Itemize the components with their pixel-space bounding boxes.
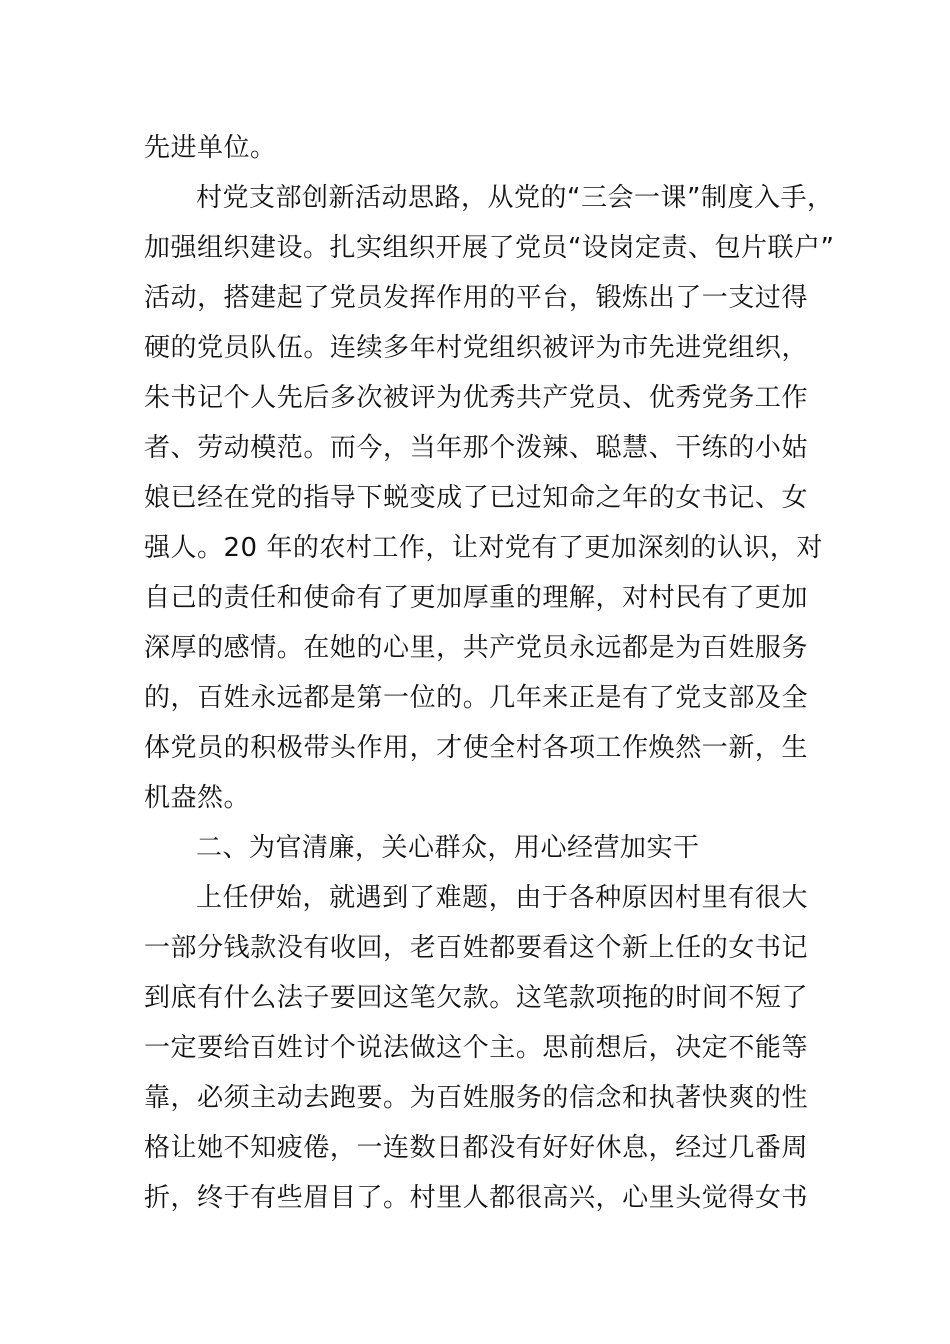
section-heading: 二、为官清廉，关心群众，用心经营加实干	[196, 833, 700, 863]
text-line: 者、劳动模范。而今，当年那个泼辣、聪慧、干练的小姑	[144, 433, 808, 463]
text-line: 深厚的感情。在她的心里，共产党员永远都是为百姓服务	[144, 633, 808, 663]
text-line: 靠，必须主动去跑要。为百姓服务的信念和执著快爽的性	[144, 1083, 808, 1113]
text-line: 硬的党员队伍。连续多年村党组织被评为市先进党组织，	[144, 333, 808, 363]
text-line: 朱书记个人先后多次被评为优秀共产党员、优秀党务工作	[144, 383, 808, 413]
text-line: 加强组织建设。扎实组织开展了党员“设岗定责、包片联户”	[144, 233, 835, 263]
text-line: 先进单位。	[144, 133, 277, 163]
text-line: 体党员的积极带头作用，才使全村各项工作焕然一新，生	[144, 733, 808, 763]
text-line: 一定要给百姓讨个说法做这个主。思前想后，决定不能等	[144, 1033, 808, 1063]
text-line: 自己的责任和使命有了更加厚重的理解，对村民有了更加	[144, 583, 808, 613]
text-line: 娘已经在党的指导下蜕变成了已过知命之年的女书记、女	[144, 483, 808, 513]
text-line: 活动，搭建起了党员发挥作用的平台，锻炼出了一支过得	[144, 283, 808, 313]
text-line: 的，百姓永远都是第一位的。几年来正是有了党支部及全	[144, 683, 808, 713]
text-line: 上任伊始，就遇到了难题，由于各种原因村里有很大	[196, 883, 808, 913]
text-line: 折，终于有些眉目了。村里人都很高兴，心里头觉得女书	[144, 1183, 808, 1213]
text-line: 到底有什么法子要回这笔欠款。这笔款项拖的时间不短了	[144, 983, 808, 1013]
text-line: 强人。20 年的农村工作，让对党有了更加深刻的认识，对	[144, 533, 823, 563]
text-line: 格让她不知疲倦，一连数日都没有好好休息，经过几番周	[144, 1133, 808, 1163]
text-line: 一部分钱款没有收回，老百姓都要看这个新上任的女书记	[144, 933, 808, 963]
text-line: 村党支部创新活动思路，从党的“三会一课”制度入手，	[196, 183, 834, 213]
text-line: 机盎然。	[144, 783, 251, 813]
